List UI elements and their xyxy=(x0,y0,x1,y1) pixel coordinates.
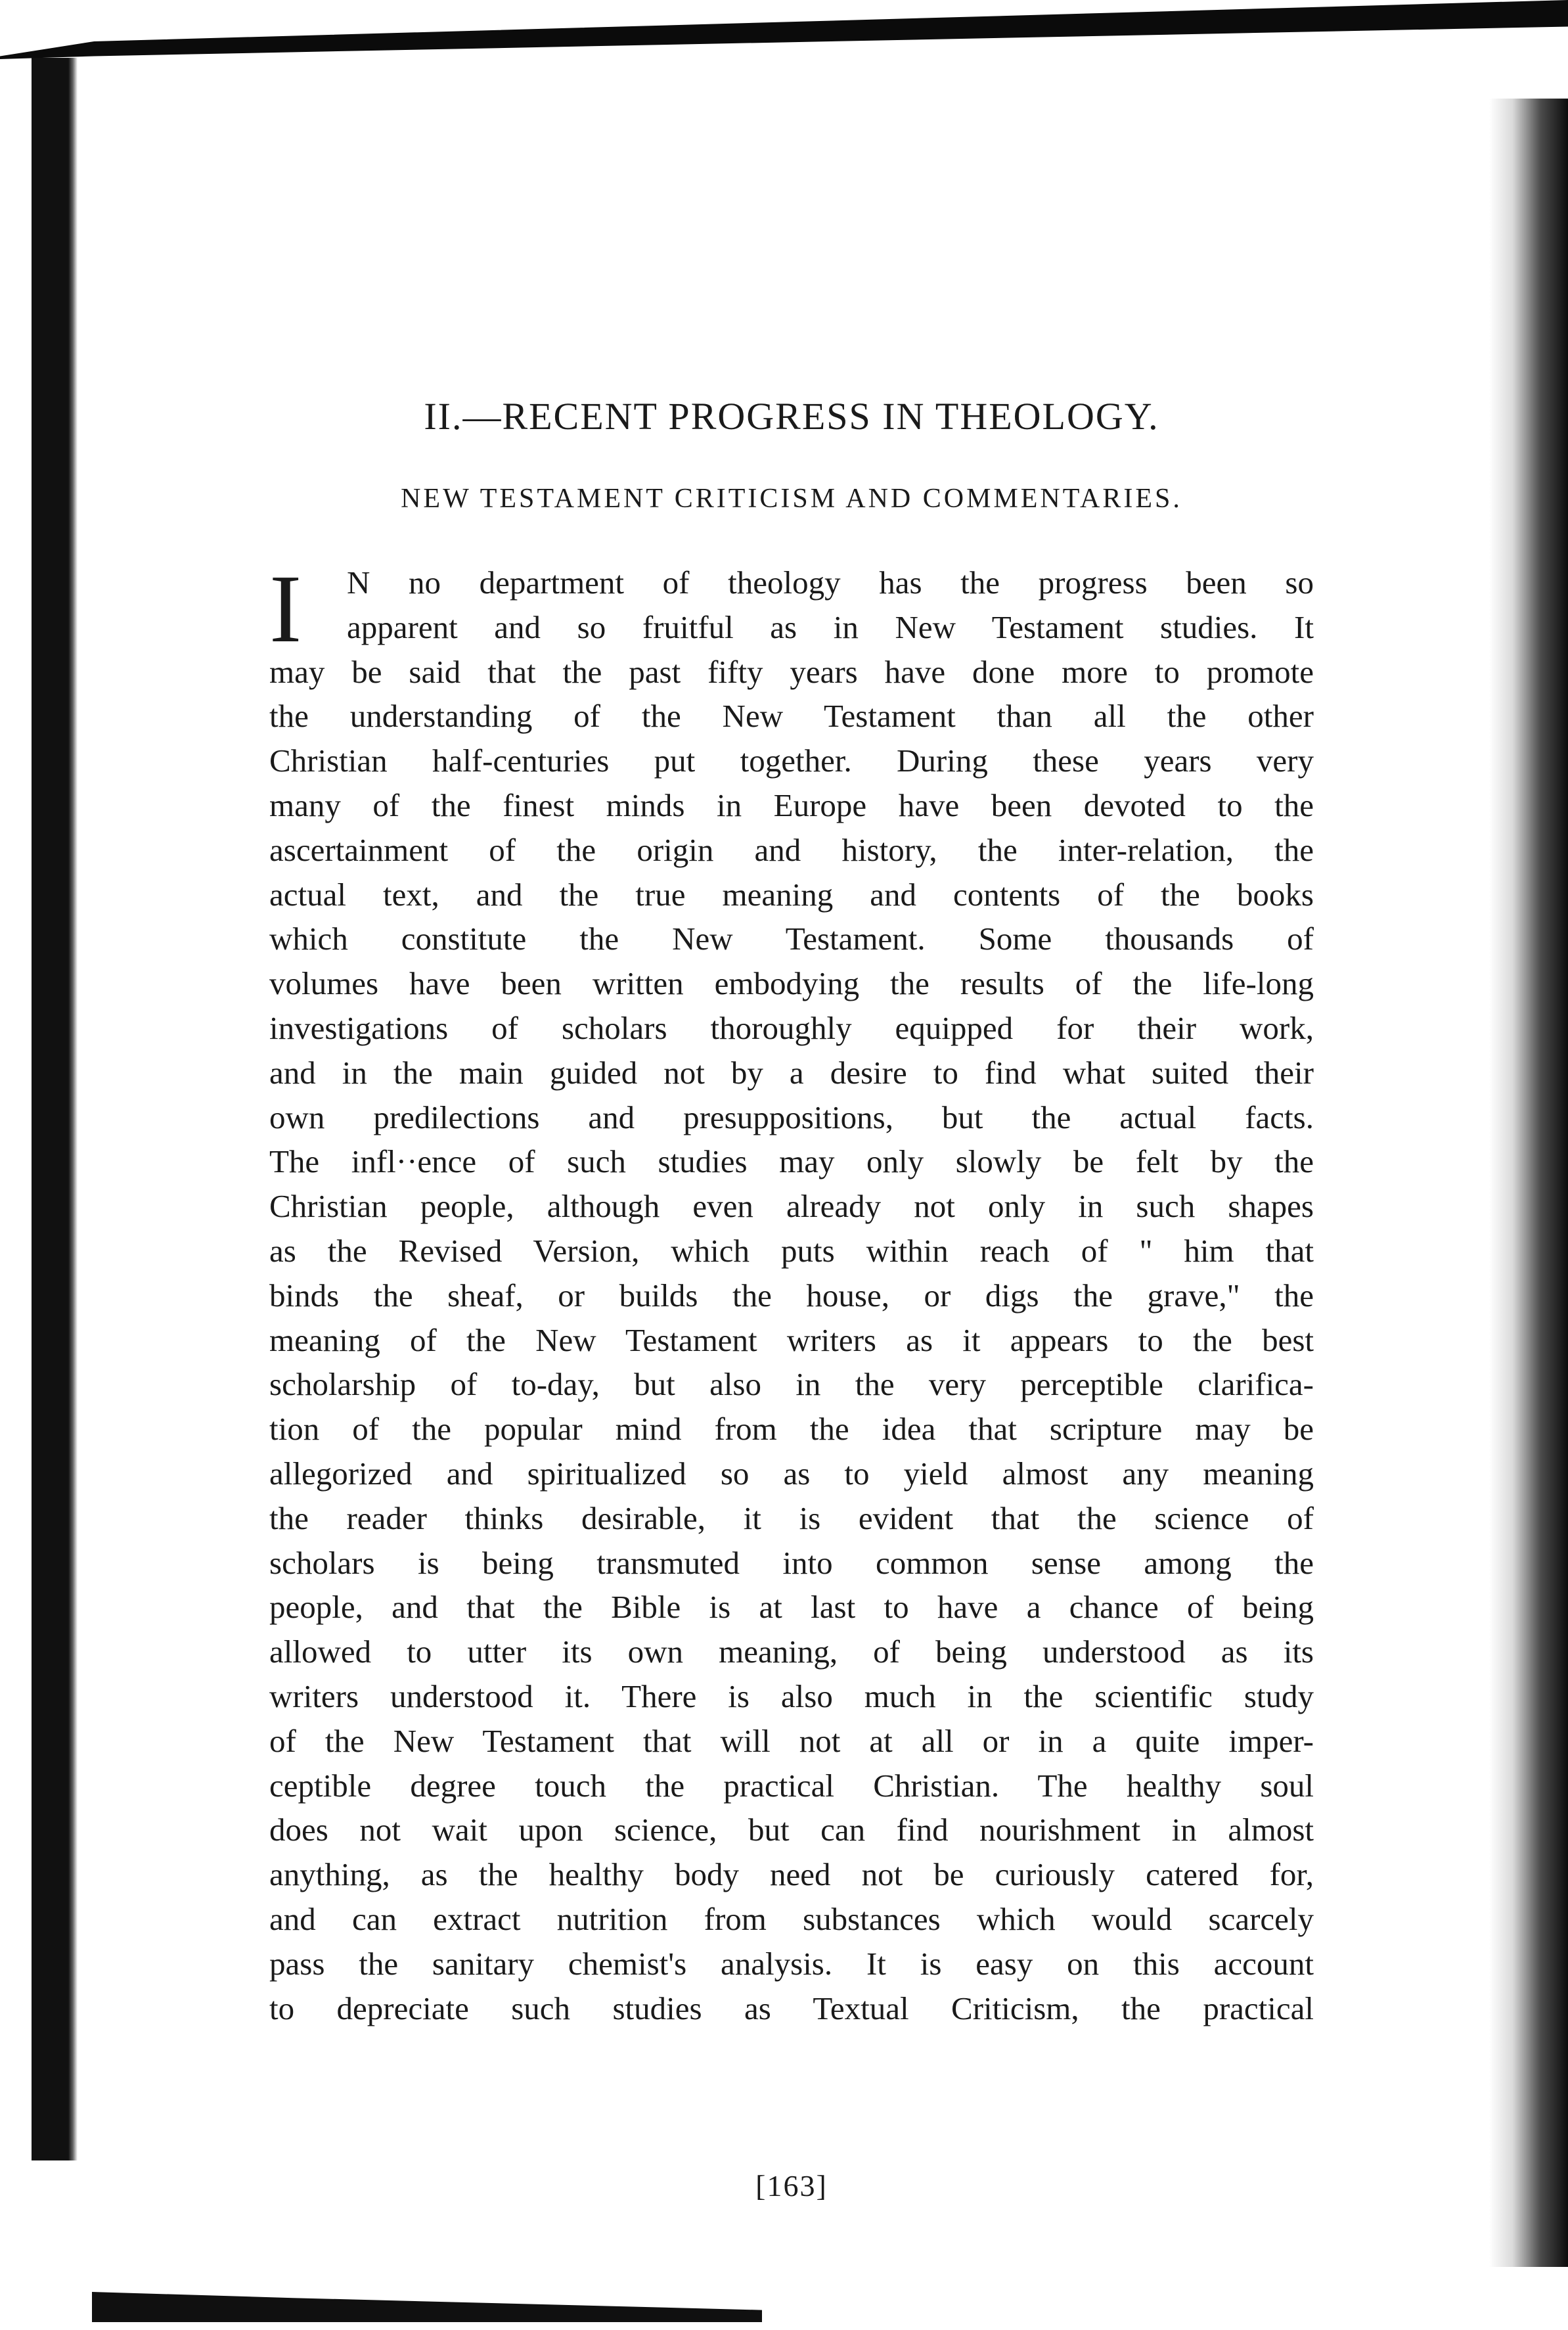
body-line: writers understood it. There is also much in the scientific study xyxy=(269,1678,1314,1714)
page-content xyxy=(269,394,1314,2030)
body-paragraph xyxy=(269,555,1314,2030)
body-line: scholarship of to-day, but also in the very perceptible clarifica- xyxy=(269,1366,1314,1403)
body-line: many of the finest minds in Europe have been devoted to the xyxy=(269,787,1314,823)
scan-edge-top xyxy=(0,0,1568,59)
body-line: does not wait upon science, but can find nourishment in almost xyxy=(269,1812,1314,1848)
body-line: allowed to utter its own meaning, of being understood as its xyxy=(269,1633,1314,1670)
body-line: scholars is being transmuted into common sense among the xyxy=(269,1544,1314,1581)
body-line: own predilections and presuppositions, but the actual facts. xyxy=(269,1099,1314,1135)
body-line: tion of the popular mind from the idea that scripture may be xyxy=(269,1411,1314,1448)
body-lines xyxy=(269,555,1314,2030)
body-line: meaning of the New Testament writers as it appears to the best xyxy=(269,1321,1314,1358)
body-line: anything, as the healthy body need not be curiously catered for, xyxy=(269,1856,1314,1893)
scan-edge-right xyxy=(1489,99,1568,2267)
body-line: N no department of theology has the progress been so xyxy=(347,564,1314,601)
body-line: ceptible degree touch the practical Christian. The healthy soul xyxy=(269,1767,1314,1804)
body-line: and can extract nutrition from substances which would scarcely xyxy=(269,1900,1314,1937)
article-subheading: NEW TESTAMENT CRITICISM AND COMMENTARIES. xyxy=(401,484,1182,514)
body-line: may be said that the past fifty years have done more to promote xyxy=(269,653,1314,690)
scan-edge-bottom xyxy=(92,2292,762,2322)
body-line: which constitute the New Testament. Some thousands of xyxy=(269,921,1314,957)
body-line: actual text, and the true meaning and contents of the books xyxy=(269,876,1314,913)
body-line: as the Revised Version, which puts within reach of " him that xyxy=(269,1232,1314,1269)
body-line: ascertainment of the origin and history, the inter-relation, the xyxy=(269,831,1314,868)
body-line: people, and that the Bible is at last to have a chance of being xyxy=(269,1589,1314,1626)
body-line: allegorized and spiritualized so as to yield almost any meaning xyxy=(269,1455,1314,1492)
article-heading: II.—RECENT PROGRESS IN THEOLOGY. xyxy=(424,395,1159,438)
body-line: pass the sanitary chemist's analysis. It is easy on this account xyxy=(269,1945,1314,1982)
body-line: Christian people, although even already not only in such shapes xyxy=(269,1188,1314,1225)
body-line: The infl··ence of such studies may only slowly be felt by the xyxy=(269,1143,1314,1180)
body-line: to depreciate such studies as Textual Criticism, the practical xyxy=(269,1990,1314,2026)
drop-cap: I xyxy=(269,555,302,663)
body-line: and in the main guided not by a desire to find what suited their xyxy=(269,1054,1314,1091)
body-line: volumes have been written embodying the results of the life-long xyxy=(269,965,1314,1002)
page-number: [163] xyxy=(755,2169,828,2203)
body-line: investigations of scholars thoroughly equipped for their work, xyxy=(269,1009,1314,1046)
body-line: binds the sheaf, or builds the house, or digs the grave," the xyxy=(269,1277,1314,1313)
body-line: apparent and so fruitful as in New Testament studies. It xyxy=(347,608,1314,645)
body-line: Christian half-centuries put together. During these years very xyxy=(269,742,1314,779)
scan-edge-left xyxy=(32,58,78,2160)
body-line: the understanding of the New Testament than all the other xyxy=(269,698,1314,735)
body-line: the reader thinks desirable, it is evident that the science of xyxy=(269,1499,1314,1536)
body-line: of the New Testament that will not at all or in a quite imper- xyxy=(269,1722,1314,1759)
